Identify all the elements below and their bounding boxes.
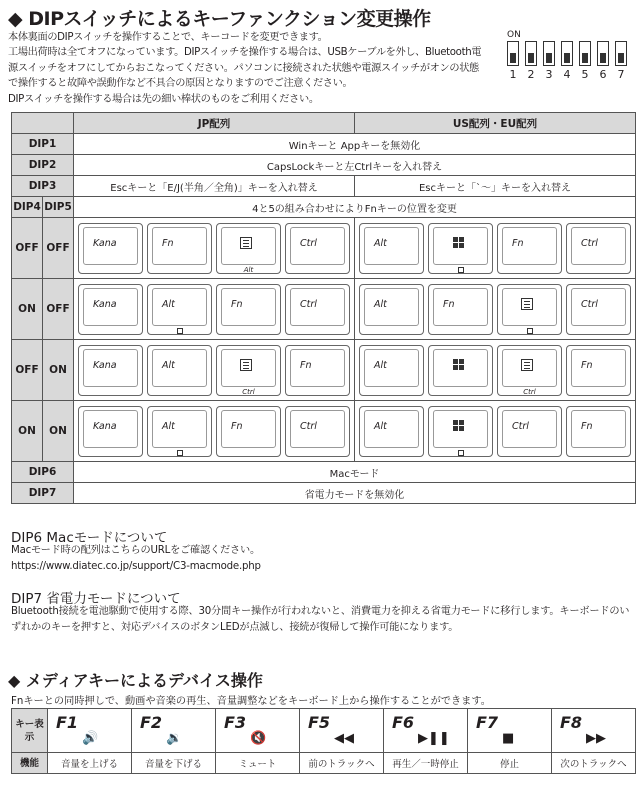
key-group xyxy=(74,345,354,396)
dip-switch-number: 4 xyxy=(563,68,571,81)
windows-key-icon xyxy=(453,237,465,249)
key-layout-row xyxy=(12,279,636,340)
dip-switch-knob xyxy=(528,53,534,63)
key-group xyxy=(74,223,354,274)
dip-switch-knob xyxy=(618,53,624,63)
keycap xyxy=(359,406,424,457)
dip-switch-diagram xyxy=(505,30,631,82)
keycap-label: Kana xyxy=(93,237,117,249)
mac-title: DIP6 Macモードについて xyxy=(11,530,168,546)
intro-line: DIPスイッチを操作する場合は先の細い棒状のものをご利用ください。 xyxy=(8,93,319,105)
keycap xyxy=(497,345,562,396)
dip-switch-knob xyxy=(546,53,552,63)
keycap-face xyxy=(571,349,626,387)
keycap xyxy=(428,406,493,457)
dip-state-d4: OFF xyxy=(12,218,43,279)
keycap xyxy=(78,284,143,335)
keycap-label: Fn xyxy=(581,420,593,432)
key-group xyxy=(74,406,354,457)
power-line: ずれかのキーを押すと、対応デバイスのボタンLEDが点滅し、接続が復帰して操作可能になります。 xyxy=(11,622,459,633)
dip-state-d4: OFF xyxy=(12,340,43,401)
dip-state-d5: OFF xyxy=(43,218,74,279)
keycap-face xyxy=(152,349,207,387)
dip6-label: DIP6 xyxy=(12,462,74,483)
keycap xyxy=(78,223,143,274)
keycap-face xyxy=(221,288,276,326)
mac-url[interactable]: https://www.diatec.co.jp/support/C3-macmode.php xyxy=(11,561,261,572)
dip-switch-number: 6 xyxy=(599,68,607,81)
windows-key-icon xyxy=(453,420,465,432)
media-key-f5 xyxy=(300,709,384,753)
keycap xyxy=(216,223,281,274)
keycap-label: Ctrl xyxy=(581,298,598,310)
keycap xyxy=(147,284,212,335)
mac-body xyxy=(11,543,261,575)
keycap-sublabel: Ctrl xyxy=(523,387,536,396)
dip-state-d5: ON xyxy=(43,401,74,462)
keycap xyxy=(78,345,143,396)
media-icon: ▶▶ xyxy=(586,731,606,746)
media-icon: 🔇 xyxy=(250,731,267,746)
media-icon: 🔉 xyxy=(166,731,183,746)
keycap-label: Fn xyxy=(581,359,593,371)
menu-key-icon xyxy=(521,359,533,371)
dip45-text: 4と5の組み合わせによりFnキーの位置を変更 xyxy=(74,197,636,218)
fkey-label: F1 xyxy=(56,713,79,732)
dip-table xyxy=(11,112,636,504)
layout-jp xyxy=(74,218,355,279)
keycap xyxy=(566,345,631,396)
layout-us xyxy=(355,218,636,279)
keycap xyxy=(497,223,562,274)
keycap-face xyxy=(290,227,345,265)
keycap-face xyxy=(152,227,207,265)
keycap-face xyxy=(502,410,557,448)
fkey-label: F3 xyxy=(224,713,247,732)
media-function: 音量を上げる xyxy=(48,753,132,774)
dip-switch-number: 2 xyxy=(527,68,535,81)
intro-line: 本体裏面のDIPスイッチを操作することで、キーコードを変更できます。 xyxy=(8,32,328,43)
media-function: 停止 xyxy=(468,753,552,774)
intro-line: 源スイッチをオフにしてからおこなってください。パソコンに接続された状態や電源スイッチがオンの状態 xyxy=(8,62,479,74)
keycap xyxy=(216,284,281,335)
dip4-label: DIP4 xyxy=(12,197,43,218)
power-title: DIP7 省電力モードについて xyxy=(11,591,181,607)
keycap-label: Alt xyxy=(374,237,387,249)
keycap-face xyxy=(221,410,276,448)
keycap-face xyxy=(571,227,626,265)
keycap-label: Fn xyxy=(512,237,524,249)
fkey-label: F2 xyxy=(140,713,163,732)
keycap xyxy=(147,223,212,274)
media-key-f6 xyxy=(384,709,468,753)
dip-switch-knob xyxy=(600,53,606,63)
menu-key-icon xyxy=(240,237,252,249)
keycap-face xyxy=(290,410,345,448)
dip3-label: DIP3 xyxy=(12,176,74,197)
power-body xyxy=(11,604,629,636)
keycap-face xyxy=(502,227,557,265)
keycap xyxy=(497,284,562,335)
section-title-media: ◆ メディアキーによるデバイス操作 xyxy=(8,671,263,690)
menu-sub-icon xyxy=(177,450,183,456)
layout-jp xyxy=(74,340,355,401)
keycap-sublabel: Ctrl xyxy=(242,387,255,396)
keycap xyxy=(285,406,350,457)
keycap xyxy=(78,406,143,457)
dip7-text: 省電力モードを無効化 xyxy=(74,483,636,504)
keycap xyxy=(285,284,350,335)
dip-state-d5: ON xyxy=(43,340,74,401)
keycap-label: Kana xyxy=(93,359,117,371)
keycap xyxy=(566,284,631,335)
media-icon: ■ xyxy=(502,731,515,746)
keycap-label: Alt xyxy=(374,298,387,310)
key-group xyxy=(355,284,635,335)
keycap-label: Alt xyxy=(162,359,175,371)
header-blank xyxy=(12,113,74,134)
keycap xyxy=(428,223,493,274)
dip-state-d4: ON xyxy=(12,401,43,462)
keycap-face xyxy=(433,288,488,326)
keycap xyxy=(285,223,350,274)
power-line: Bluetooth接続を電池駆動で使用する際、30分間キー操作が行われないと、消費電力を抑える省電力モードに移行します。キーボードのい xyxy=(11,606,630,617)
keycap-face xyxy=(571,410,626,448)
menu-sub-icon xyxy=(177,328,183,334)
media-icon: ◀◀ xyxy=(334,731,354,746)
dip-switch-knob xyxy=(564,53,570,63)
menu-key-icon xyxy=(521,298,533,310)
media-key-table xyxy=(11,708,636,774)
header-jp: JP配列 xyxy=(74,113,355,134)
keycap xyxy=(359,223,424,274)
dip-switch-knob xyxy=(582,53,588,63)
dip-switch-knob xyxy=(510,53,516,63)
keycap-label: Alt xyxy=(374,420,387,432)
keycap-face xyxy=(364,288,419,326)
media-key-f1 xyxy=(48,709,132,753)
layout-us xyxy=(355,340,636,401)
layout-jp xyxy=(74,279,355,340)
keycap-label: Alt xyxy=(162,298,175,310)
dip2-label: DIP2 xyxy=(12,155,74,176)
keycap-label: Fn xyxy=(300,359,312,371)
dip1-label: DIP1 xyxy=(12,134,74,155)
keycap-label: Kana xyxy=(93,298,117,310)
dip-switch-1 xyxy=(507,41,519,66)
keycap-label: Ctrl xyxy=(581,237,598,249)
keycap xyxy=(147,345,212,396)
dip-switch-7 xyxy=(615,41,627,66)
keycap-face xyxy=(152,288,207,326)
keycap xyxy=(216,345,281,396)
mac-line: Macモード時の配列はこちらのURLをご確認ください。 xyxy=(11,545,260,556)
keycap xyxy=(216,406,281,457)
dip-switch-number: 3 xyxy=(545,68,553,81)
media-function: 次のトラックへ xyxy=(552,753,636,774)
media-function: 前のトラックへ xyxy=(300,753,384,774)
fkey-label: F6 xyxy=(392,713,415,732)
dip3-us: Escキーと「`～」キーを入れ替え xyxy=(355,176,636,197)
keycap-label: Ctrl xyxy=(300,298,317,310)
key-layout-row xyxy=(12,340,636,401)
dip-switch-number: 7 xyxy=(617,68,625,81)
keycap xyxy=(428,345,493,396)
fkey-label: F5 xyxy=(308,713,331,732)
menu-sub-icon xyxy=(458,450,464,456)
keycap xyxy=(285,345,350,396)
media-desc: Fnキーとの同時押しで、動画や音楽の再生、音量調整などをキーボード上から操作することができます。 xyxy=(11,696,491,707)
media-function: 音量を下げる xyxy=(132,753,216,774)
media-icon: 🔊 xyxy=(82,731,99,746)
keycap-label: Fn xyxy=(443,298,455,310)
key-group xyxy=(355,345,635,396)
fkey-label: F7 xyxy=(476,713,499,732)
key-label: キー表示 xyxy=(12,709,48,753)
keycap xyxy=(359,345,424,396)
keycap-label: Ctrl xyxy=(512,420,529,432)
keycap xyxy=(566,406,631,457)
media-icon: ▶❚❚ xyxy=(418,731,450,746)
keycap-face xyxy=(571,288,626,326)
keycap-sublabel: Alt xyxy=(243,265,254,274)
media-key-f8 xyxy=(552,709,636,753)
dip-state-d5: OFF xyxy=(43,279,74,340)
keycap-face xyxy=(290,288,345,326)
keycap-label: Kana xyxy=(93,420,117,432)
dip-switch-5 xyxy=(579,41,591,66)
dip-switch-number: 1 xyxy=(509,68,517,81)
dip-switch-2 xyxy=(525,41,537,66)
media-key-f7 xyxy=(468,709,552,753)
keycap-label: Fn xyxy=(231,420,243,432)
intro-line: 工場出荷時は全てオフになっています。DIPスイッチを操作する場合は、USBケーブルを外し、Bluetooth電 xyxy=(8,47,482,59)
keycap-label: Ctrl xyxy=(300,237,317,249)
header-us: US配列・EU配列 xyxy=(355,113,636,134)
key-layout-row xyxy=(12,218,636,279)
keycap-label: Fn xyxy=(162,237,174,249)
dip7-label: DIP7 xyxy=(12,483,74,504)
keycap xyxy=(566,223,631,274)
layout-us xyxy=(355,401,636,462)
dip-switch-3 xyxy=(543,41,555,66)
keycap xyxy=(428,284,493,335)
keycap xyxy=(497,406,562,457)
func-label: 機能 xyxy=(12,753,48,774)
dip2-text: CapsLockキーと左Ctrlキーを入れ替え xyxy=(74,155,636,176)
keycap-face xyxy=(364,410,419,448)
dip5-label: DIP5 xyxy=(43,197,74,218)
layout-jp xyxy=(74,401,355,462)
layout-us xyxy=(355,279,636,340)
key-group xyxy=(355,223,635,274)
intro-line: で操作すると故障や誤動作など不具合の原因となりますのでご注意ください。 xyxy=(8,78,353,90)
windows-key-icon xyxy=(453,359,465,371)
media-key-f2 xyxy=(132,709,216,753)
media-function: ミュート xyxy=(216,753,300,774)
windows-sub-icon xyxy=(527,328,533,334)
keycap-label: Alt xyxy=(162,420,175,432)
key-group xyxy=(74,284,354,335)
dip-state-d4: ON xyxy=(12,279,43,340)
keycap-face xyxy=(364,349,419,387)
fkey-label: F8 xyxy=(560,713,583,732)
keycap-label: Fn xyxy=(231,298,243,310)
media-function: 再生／一時停止 xyxy=(384,753,468,774)
section-title-dip: ◆ DIPスイッチによるキーファンクション変更操作 xyxy=(8,8,431,30)
menu-key-icon xyxy=(240,359,252,371)
keycap-label: Ctrl xyxy=(300,420,317,432)
keycap-face xyxy=(152,410,207,448)
keycap-face xyxy=(364,227,419,265)
media-key-f3 xyxy=(216,709,300,753)
keycap xyxy=(147,406,212,457)
key-layout-row xyxy=(12,401,636,462)
dip-switch-4 xyxy=(561,41,573,66)
dip1-text: Winキーと Appキーを無効化 xyxy=(74,134,636,155)
keycap-label: Alt xyxy=(374,359,387,371)
menu-sub-icon xyxy=(458,267,464,273)
keycap-face xyxy=(290,349,345,387)
dip-on-label: ON xyxy=(507,30,521,40)
dip6-text: Macモード xyxy=(74,462,636,483)
intro-text xyxy=(8,30,496,107)
keycap xyxy=(359,284,424,335)
dip3-jp: Escキーと「E/J(半角／全角)」キーを入れ替え xyxy=(74,176,355,197)
dip-switch-number: 5 xyxy=(581,68,589,81)
dip-switch-6 xyxy=(597,41,609,66)
key-group xyxy=(355,406,635,457)
